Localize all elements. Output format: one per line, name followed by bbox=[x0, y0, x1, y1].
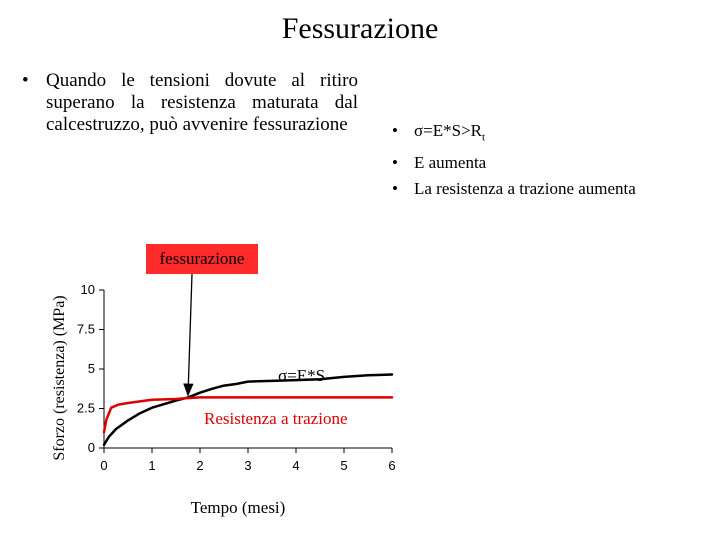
x-tick-label: 0 bbox=[100, 458, 108, 473]
bullet-symbol: • bbox=[392, 153, 398, 173]
bullet-right-text: La resistenza a trazione aumenta bbox=[414, 179, 636, 199]
slide-title: Fessurazione bbox=[281, 12, 439, 45]
bullet-symbol: • bbox=[392, 179, 398, 199]
y-tick-label: 5 bbox=[87, 361, 95, 376]
bullet-symbol: • bbox=[392, 121, 398, 140]
y-axis-label: Sforzo (resistenza) (MPa) bbox=[51, 295, 68, 461]
annotation-tensile-strength: Resistenza a trazione bbox=[204, 409, 348, 428]
bullet-left-text: Quando le tensioni dovute al ritiro superano la resistenza maturata dal calcestruzzo, può avvenire fessurazione bbox=[46, 70, 358, 135]
crack-label-box: fessurazione bbox=[146, 244, 258, 274]
x-tick-label: 5 bbox=[340, 458, 348, 473]
x-axis-label: Tempo (mesi) bbox=[190, 498, 286, 517]
y-tick-label: 2.5 bbox=[76, 400, 95, 416]
x-tick-label: 4 bbox=[292, 458, 300, 473]
x-tick-label: 2 bbox=[196, 458, 204, 473]
bullet-right-text: E aumenta bbox=[414, 153, 487, 173]
y-tick-label: 7.5 bbox=[76, 321, 95, 337]
bullet-right-text: $\sigma=E*S>R_t$ bbox=[414, 121, 486, 144]
annotation-stress: σ=E*S bbox=[278, 366, 326, 385]
x-tick-label: 1 bbox=[148, 458, 156, 473]
y-tick-label: 10 bbox=[80, 282, 95, 297]
subscript: t bbox=[482, 131, 486, 144]
crack-arrow bbox=[188, 274, 192, 395]
x-tick-label: 3 bbox=[244, 458, 252, 473]
x-tick-label: 6 bbox=[388, 458, 396, 473]
bullet-symbol: • bbox=[22, 70, 29, 91]
y-tick-label: 0 bbox=[87, 440, 95, 455]
